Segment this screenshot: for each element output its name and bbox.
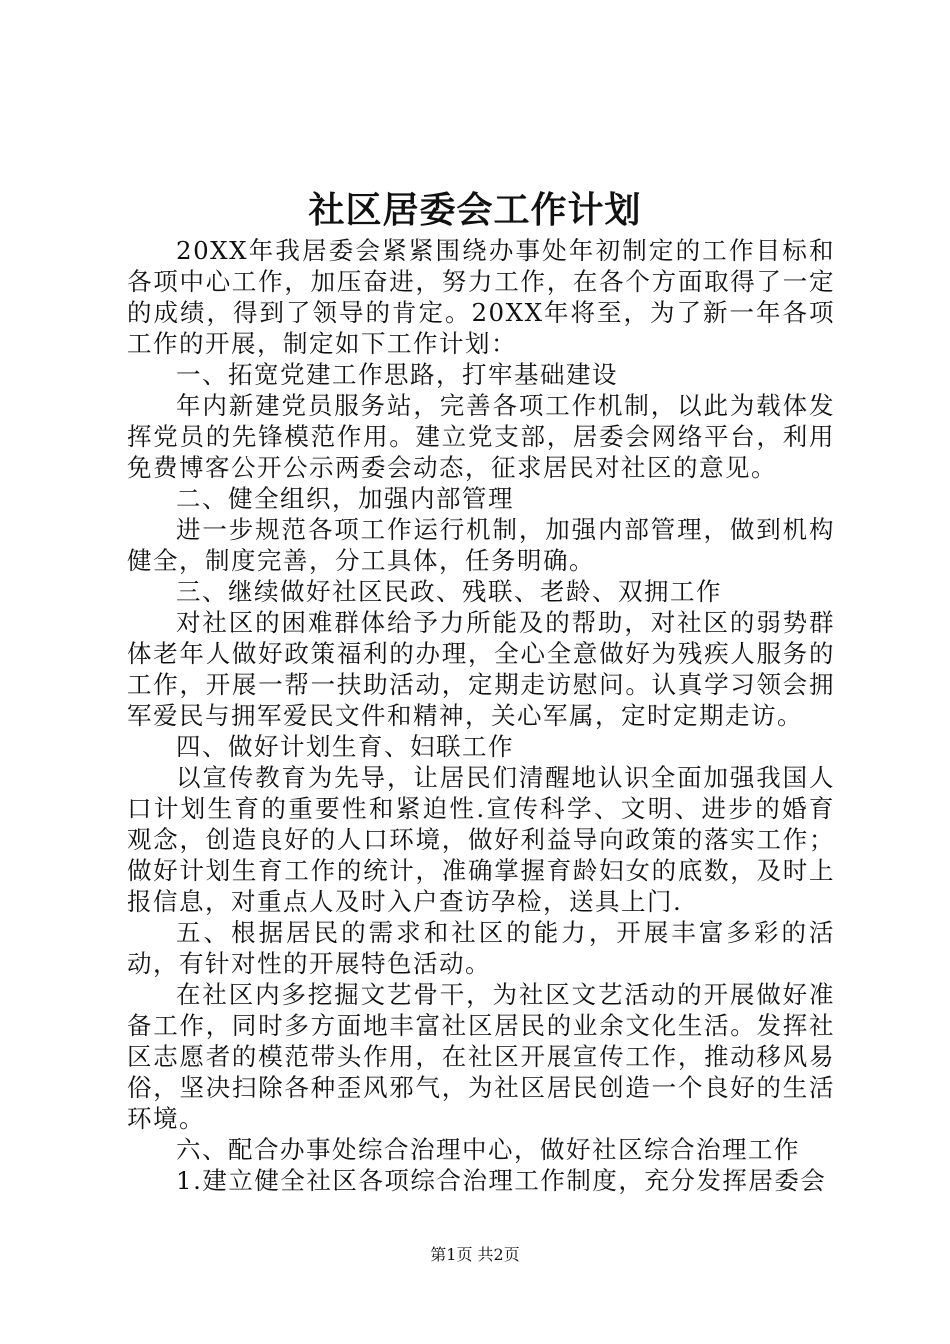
page-number-footer: 第1页 共2页 <box>430 1245 520 1264</box>
section-body-2: 进一步规范各项工作运行机制，加强内部管理，做到机构健全，制度完善，分工具体，任务明确。 <box>127 515 835 575</box>
section-heading-3: 三、继续做好社区民政、残联、老龄、双拥工作 <box>176 577 722 606</box>
section-body-3: 对社区的困难群体给予力所能及的帮助，对社区的弱势群体老年人做好政策福利的办理，全心全意做好为残疾人服务的工作，开展一帮一扶助活动，定期走访慰问。认真学习领会拥军爱民与拥军爱民文件和精神，关心军属，定时定期走访。 <box>127 608 835 730</box>
section-heading-4: 四、做好计划生育、妇联工作 <box>176 732 514 761</box>
section-body-1: 年内新建党员服务站，完善各项工作机制，以此为载体发挥党员的先锋模范作用。建立党支部，居委会网络平台，利用免费博客公开公示两委会动态，征求居民对社区的意见。 <box>127 391 835 482</box>
section-heading-5: 五、根据居民的需求和社区的能力，开展丰富多彩的活动，有针对性的开展特色活动。 <box>127 918 835 978</box>
section-heading-1: 一、拓宽党建工作思路，打牢基础建设 <box>176 360 618 389</box>
intro-paragraph: 20XX年我居委会紧紧围绕办事处年初制定的工作目标和各项中心工作，加压奋进，努力工作，在各个方面取得了一定的成绩，得到了领导的肯定。20XX年将至，为了新一年各项工作的开展，制定如下工作计划： <box>127 236 835 358</box>
section-heading-6: 六、配合办事处综合治理中心，做好社区综合治理工作 <box>176 1135 800 1164</box>
document-title: 社区居委会工作计划 <box>308 189 642 231</box>
document-body <box>127 235 835 1196</box>
section-body-4: 以宣传教育为先导，让居民们清醒地认识全面加强我国人口计划生育的重要性和紧迫性.宣传科学、文明、进步的婚育观念，创造良好的人口环境，做好利益导向政策的落实工作；做好计划生育工作的统计，准确掌握育龄妇女的底数，及时上报信息，对重点人及时入户查访孕检，送具上门. <box>127 763 835 916</box>
section-item-6-1: 1.建立健全社区各项综合治理工作制度，充分发挥居委会 <box>176 1166 827 1195</box>
section-heading-2: 二、健全组织，加强内部管理 <box>176 484 514 513</box>
section-body-5: 在社区内多挖掘文艺骨干，为社区文艺活动的开展做好准备工作，同时多方面地丰富社区居民的业余文化生活。发挥社区志愿者的模范带头作用，在社区开展宣传工作，推动移风易俗，坚决扫除各种歪风邪气，为社区居民创造一个良好的生活环境。 <box>127 980 835 1133</box>
